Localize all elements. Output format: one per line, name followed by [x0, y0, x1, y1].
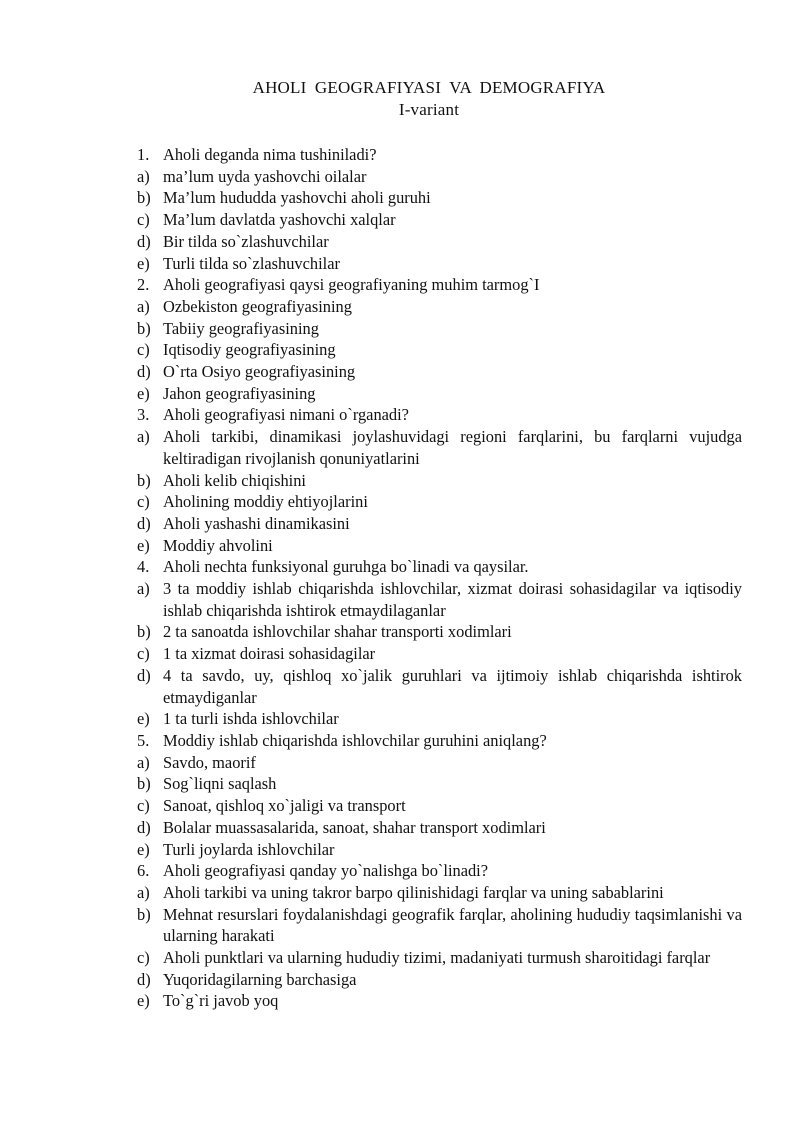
option-letter: d) [137, 969, 151, 989]
option-text: Turli joylarda ishlovchilar [163, 839, 335, 859]
option-letter: e) [137, 991, 150, 1011]
option-text: Aholi tarkibi va uning takror barpo qilinishidagi farqlar va uning sabablarini [163, 882, 664, 902]
option-text: Aholi kelib chiqishini [163, 470, 306, 490]
option-text: Yuqoridagilarning barchasiga [163, 969, 357, 989]
option-text: Aholi punktlari va ularning hududiy tizimi, madaniyati turmush sharoitidagi farqlar [163, 948, 711, 968]
option-text: Savdo, maorif [163, 752, 256, 772]
answer-option [137, 426, 742, 469]
question-list [137, 144, 742, 1012]
option-letter: b) [137, 774, 151, 794]
question-number: 5. [137, 730, 150, 750]
answer-option [137, 491, 742, 513]
answer-option [137, 773, 742, 795]
document-subtitle: I-variant [398, 100, 460, 119]
answer-option [137, 383, 742, 405]
option-letter: a) [137, 579, 150, 599]
question-number: 2. [137, 275, 150, 295]
option-letter: a) [137, 296, 150, 316]
question-number: 6. [137, 861, 150, 881]
option-text: Jahon geografiyasining [163, 383, 316, 403]
answer-option [137, 839, 742, 861]
answer-option [137, 708, 742, 730]
answer-option [137, 578, 742, 621]
question-number: 3. [137, 405, 150, 425]
option-text: 2 ta sanoatda ishlovchilar shahar transporti xodimlari [163, 622, 512, 642]
answer-option [137, 253, 742, 275]
answer-option [137, 361, 742, 383]
option-text: Ma’lum hududda yashovchi aholi guruhi [163, 188, 431, 208]
answer-option [137, 947, 742, 969]
option-text: Bir tilda so`zlashuvchilar [163, 231, 329, 251]
question-6 [137, 860, 742, 882]
option-letter: e) [137, 253, 150, 273]
option-letter: b) [137, 470, 151, 490]
option-text: Turli tilda so`zlashuvchilar [163, 253, 340, 273]
answer-option [137, 665, 742, 708]
option-text: Bolalar muassasalarida, sanoat, shahar transport xodimlari [163, 817, 546, 837]
answer-option [137, 621, 742, 643]
answer-option [137, 882, 742, 904]
option-text: Sog`liqni saqlash [163, 774, 277, 794]
answer-option [137, 535, 742, 557]
question-2 [137, 274, 742, 296]
answer-option [137, 904, 742, 947]
option-letter: c) [137, 796, 150, 816]
option-text: Ma’lum davlatda yashovchi xalqlar [163, 210, 396, 230]
question-text: Aholi geografiyasi nimani o`rganadi? [163, 405, 409, 425]
option-text: Mehnat resurslari foydalanishdagi geografik farqlar, aholining hududiy taqsimlanishi va ularning harakati [163, 904, 742, 946]
question-number: 4. [137, 557, 150, 577]
option-letter: e) [137, 839, 150, 859]
option-letter: c) [137, 492, 150, 512]
answer-option [137, 817, 742, 839]
option-letter: b) [137, 318, 151, 338]
option-letter: a) [137, 882, 150, 902]
document-title: AHOLI GEOGRAFIYASI VA DEMOGRAFIYA [252, 78, 606, 97]
question-text: Moddiy ishlab chiqarishda ishlovchilar guruhini aniqlang? [163, 730, 547, 750]
option-letter: c) [137, 210, 150, 230]
option-letter: d) [137, 817, 151, 837]
option-letter: c) [137, 644, 150, 664]
answer-option [137, 513, 742, 535]
answer-option [137, 339, 742, 361]
question-5 [137, 730, 742, 752]
answer-option [137, 318, 742, 340]
answer-option [137, 166, 742, 188]
answer-option [137, 187, 742, 209]
option-letter: c) [137, 340, 150, 360]
option-letter: b) [137, 904, 151, 924]
answer-option [137, 470, 742, 492]
option-text: Ozbekiston geografiyasining [163, 296, 352, 316]
option-letter: a) [137, 752, 150, 772]
option-letter: d) [137, 513, 151, 533]
question-3 [137, 404, 742, 426]
option-text: 4 ta savdo, uy, qishloq xo`jalik guruhlari va ijtimoiy ishlab chiqarishda ishtirok etmaydiganlar [163, 665, 742, 707]
option-text: Tabiiy geografiyasining [163, 318, 319, 338]
option-letter: e) [137, 709, 150, 729]
option-text: ma’lum uyda yashovchi oilalar [163, 166, 367, 186]
answer-option [137, 969, 742, 991]
option-letter: a) [137, 427, 150, 447]
answer-option [137, 231, 742, 253]
option-text: To`g`ri javob yoq [163, 991, 279, 1011]
option-text: 3 ta moddiy ishlab chiqarishda ishlovchilar, xizmat doirasi sohasidagilar va iqtisodiy ishlab chiqarishda ishtirok etmaydilaganlar [163, 579, 742, 620]
option-text: 1 ta xizmat doirasi sohasidagilar [163, 644, 376, 664]
option-text: Aholi yashashi dinamikasini [163, 513, 350, 533]
answer-option [137, 296, 742, 318]
answer-option [137, 795, 742, 817]
question-text: Aholi nechta funksiyonal guruhga bo`linadi va qaysilar. [163, 557, 529, 577]
option-text: Aholi tarkibi, dinamikasi joylashuvidagi regioni farqlarini, bu farqlarni vujudga keltiradigan rivojlanish qonuniyatlarini [163, 427, 742, 468]
option-letter: d) [137, 362, 151, 382]
option-text: Sanoat, qishloq xo`jaligi va transport [163, 796, 406, 816]
answer-option [137, 209, 742, 231]
option-text: Moddiy ahvolini [163, 535, 273, 555]
question-text: Aholi deganda nima tushiniladi? [163, 145, 377, 164]
option-letter: e) [137, 535, 150, 555]
answer-option [137, 643, 742, 665]
option-letter: c) [137, 948, 150, 968]
answer-option [137, 752, 742, 774]
option-text: O`rta Osiyo geografiyasining [163, 362, 356, 382]
answer-option [137, 990, 742, 1012]
option-text: Aholining moddiy ehtiyojlarini [163, 492, 368, 512]
option-letter: b) [137, 622, 151, 642]
question-text: Aholi geografiyasi qanday yo`nalishga bo`linadi? [163, 861, 488, 881]
question-number: 1. [137, 145, 150, 164]
option-letter: e) [137, 383, 150, 403]
option-letter: b) [137, 188, 151, 208]
option-letter: d) [137, 665, 151, 685]
option-text: Iqtisodiy geografiyasining [163, 340, 336, 360]
question-text: Aholi geografiyasi qaysi geografiyaning muhim tarmog`I [163, 275, 540, 295]
question-4 [137, 556, 742, 578]
option-letter: d) [137, 231, 151, 251]
option-letter: a) [137, 166, 150, 186]
option-text: 1 ta turli ishda ishlovchilar [163, 709, 339, 729]
question-1 [137, 144, 742, 166]
